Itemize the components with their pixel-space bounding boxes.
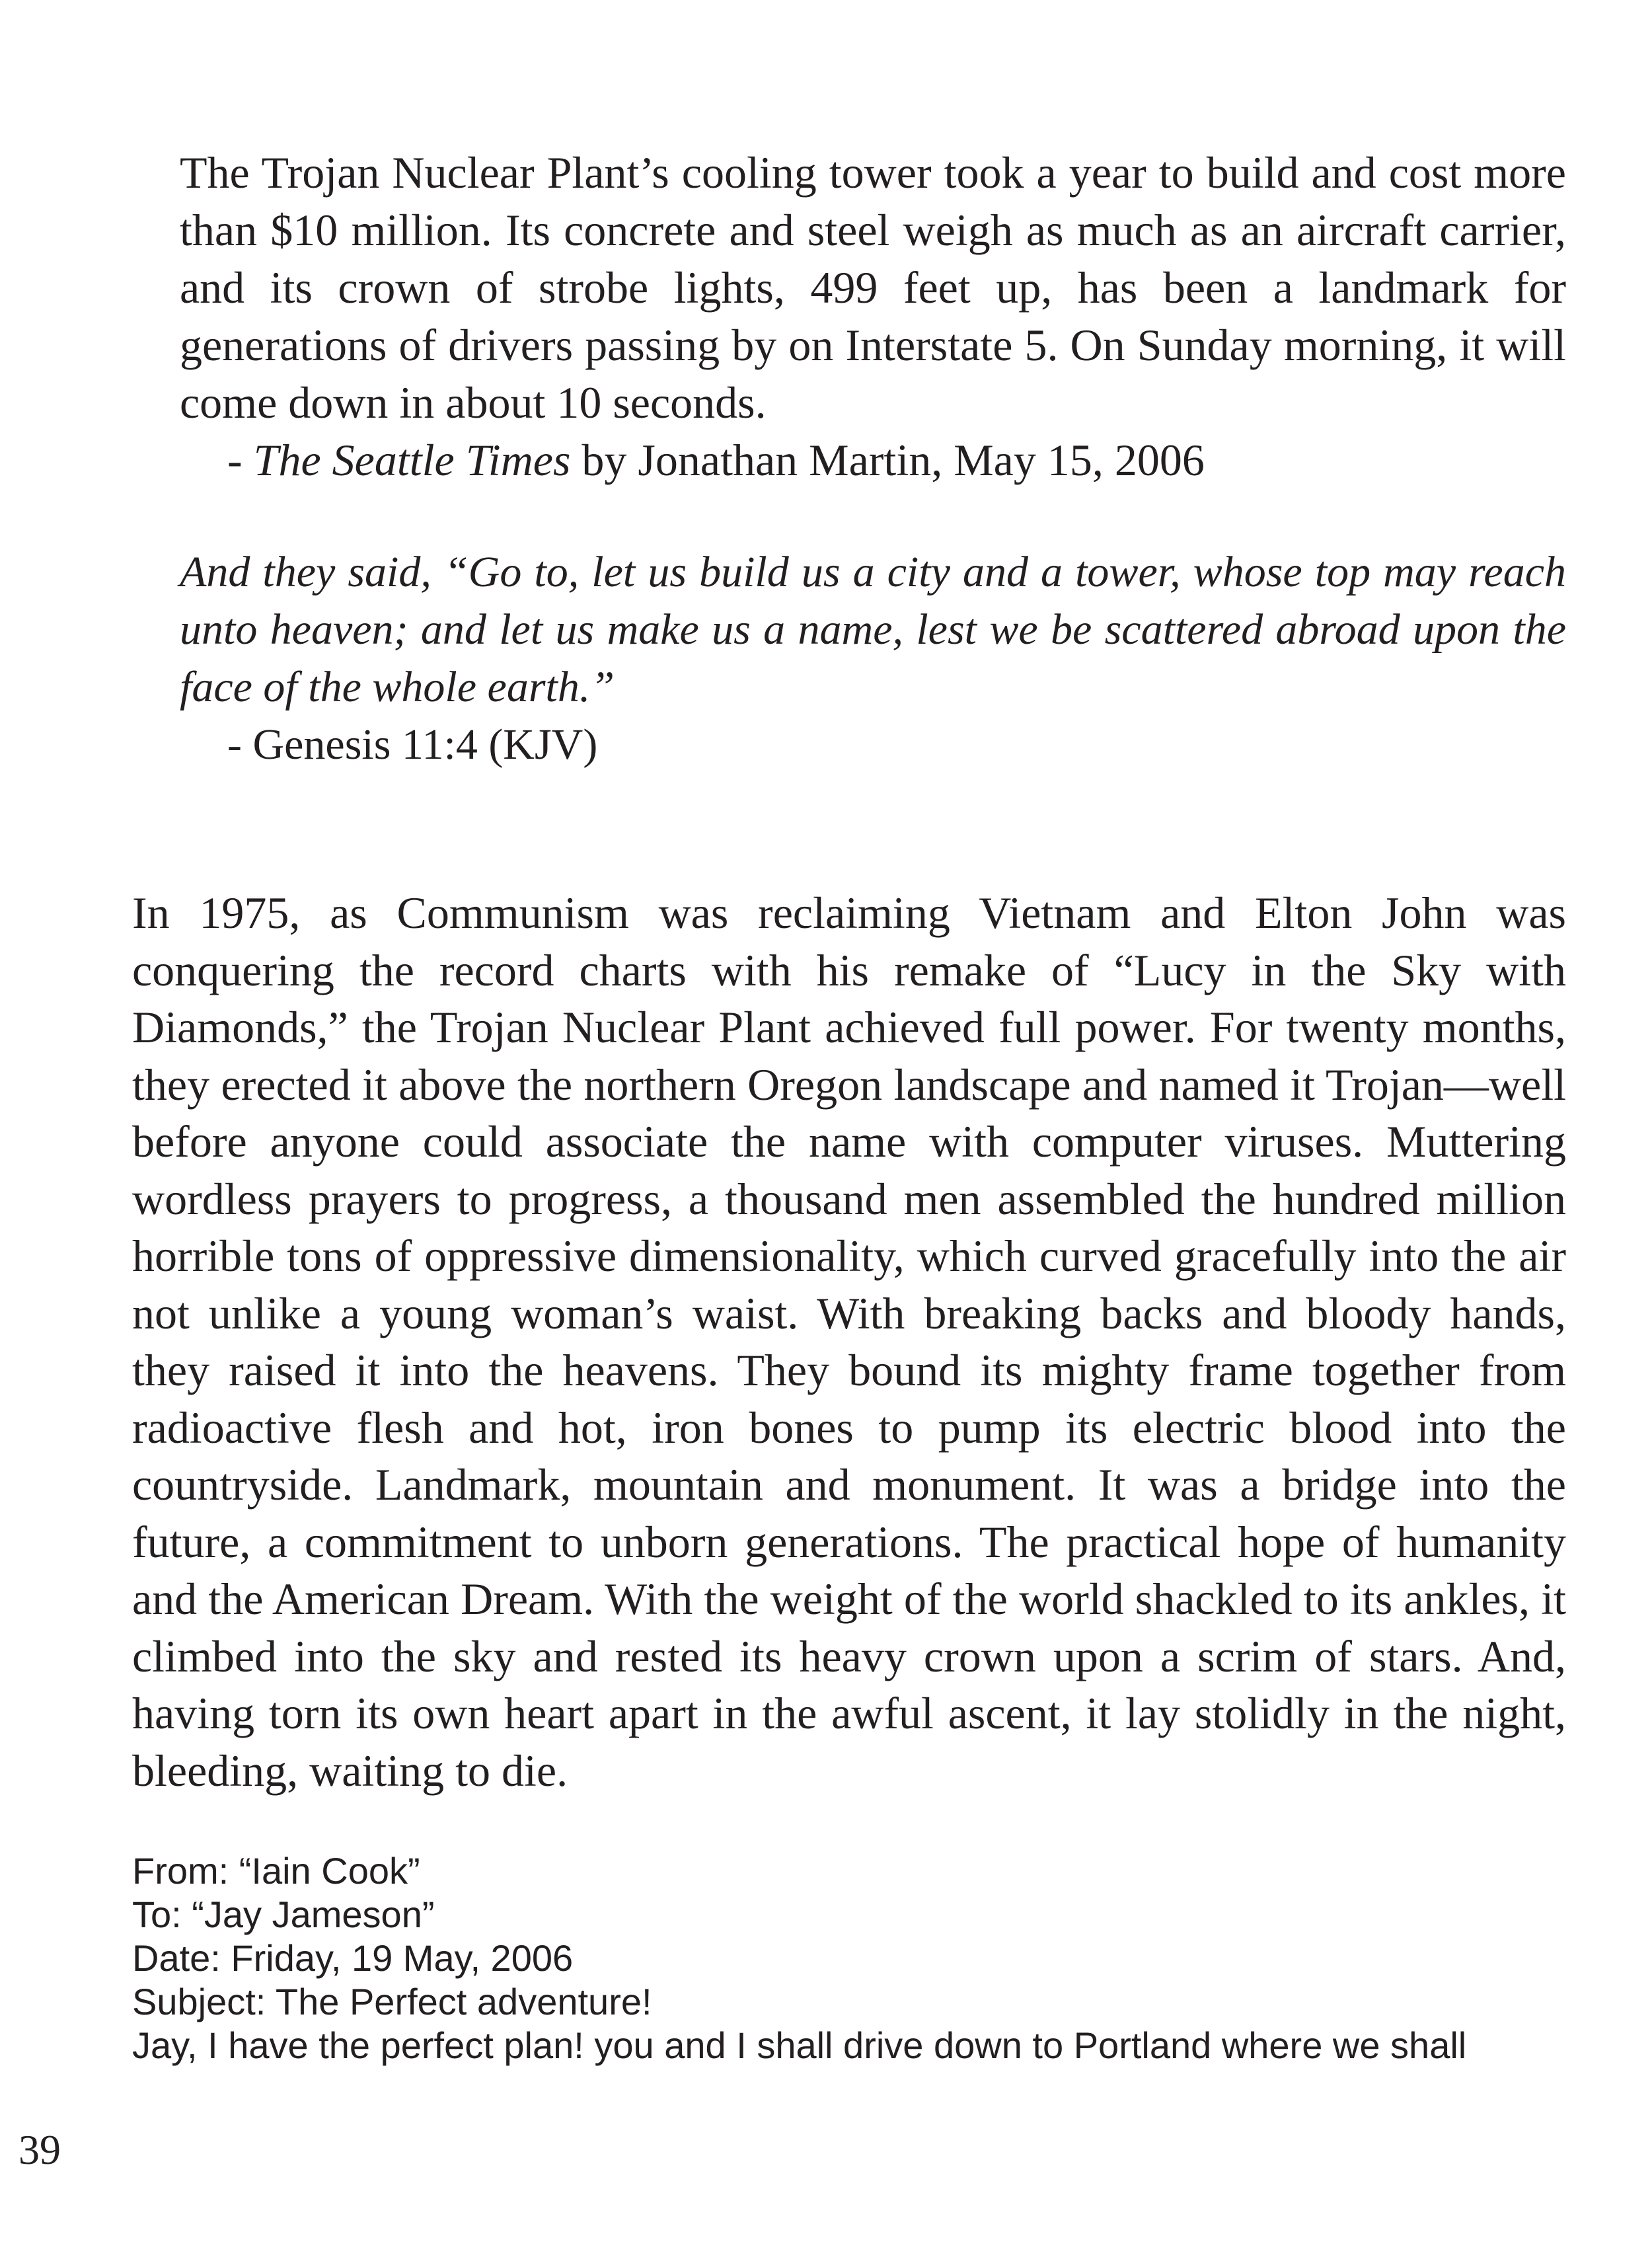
newspaper-quote-attribution (180, 432, 1566, 489)
body-paragraph-text: In 1975, as Communism was reclaiming Vietnam and Elton John was conquering the record charts with his remake of “Lucy in the Sky with Diamonds,” the Trojan Nuclear Plant achieved full power. For twenty months, they erected it above the northern Oregon landscape and named it Trojan—well before anyone could associate the name with computer viruses. Muttering wordless prayers to progress, a thousand men assembled the hundred million horrible tons of oppressive dimensionality, which curved gracefully into the air not unlike a young woman’s waist. With breaking backs and bloody hands, they raised it into the heavens. They bound its mighty frame together from radioactive flesh and hot, iron bones to pump its electric blood into the countryside. Landmark, mountain and monument. It was a bridge into the future, a commitment to unborn generations. The practical hope of humanity and the American Dream. With the weight of the world shackled to its ankles, it climbed into the sky and rested its heavy crown upon a scrim of stars. And, having torn its own heart apart in the awful ascent, it lay stolidly in the night, bleeding, waiting to die. (132, 888, 1566, 1796)
attribution-dash: - (227, 435, 254, 485)
body-paragraph (132, 884, 1566, 1799)
email-body-start: Jay, I have the perfect plan! you and I shall drive down to Portland where we shall (132, 2024, 1467, 2066)
email-from: From: “Iain Cook” (132, 1850, 420, 1892)
sidebar-title (0, 1758, 86, 2128)
newspaper-quote (180, 144, 1566, 489)
email-excerpt (132, 1849, 1586, 2067)
newspaper-quote-text: The Trojan Nuclear Plant’s cooling tower took a year to build and cost more than $10 million. Its concrete and steel weigh as much as an aircraft carrier, and its crown of strobe lights, 499 feet up, has been a landmark for generations of drivers passing by on Interstate 5. On Sunday morning, it will come down in about 10 seconds. (180, 147, 1566, 428)
email-to: To: “Jay Jameson” (132, 1894, 435, 1935)
attribution-byline: by Jonathan Martin, May 15, 2006 (570, 435, 1205, 485)
scripture-quote-text: And they said, “Go to, let us build us a city and a tower, whose top may reach unto heaven; and let us make us a name, lest we be scattered abroad upon the face of the whole earth.” (180, 548, 1566, 711)
scripture-quote-attribution: - Genesis 11:4 (KJV) (227, 720, 598, 769)
attribution-source: The Seattle Times (253, 435, 571, 485)
page-number: 39 (19, 2126, 61, 2173)
email-date: Date: Friday, 19 May, 2006 (132, 1937, 574, 1979)
scripture-quote (180, 543, 1566, 773)
email-subject: Subject: The Perfect adventure! (132, 1981, 652, 2022)
